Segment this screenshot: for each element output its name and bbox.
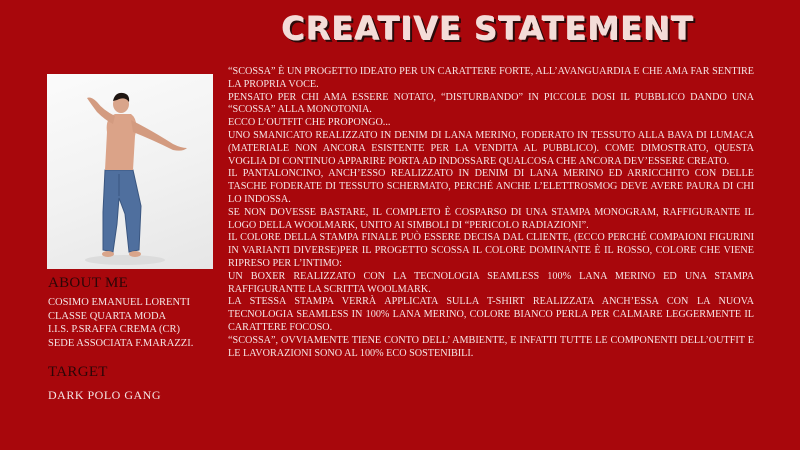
target-heading: TARGET xyxy=(48,364,108,380)
statement-body xyxy=(228,66,754,360)
about-school: I.I.S. P.SRAFFA CREMA (CR) xyxy=(48,324,180,335)
statement-paragraph: UN BOXER REALIZZATO CON LA TECNOLOGIA SEAMLESS 100% LANA MERINO ED UNA STAMPA RAFFIGURANTE LA SCRITTA WOOLMARK. xyxy=(228,270,754,295)
about-class: CLASSE QUARTA MODA xyxy=(48,310,167,322)
foot-left xyxy=(102,251,114,257)
target-value: DARK POLO GANG xyxy=(48,388,162,402)
statement-paragraph: LA STESSA STAMPA VERRÀ APPLICATA SULLA T-SHIRT REALIZZATA ANCH’ESSA CON LA NUOVA TECNOLOGIA SEAMLESS IN 100% LANA MERINO, COLORE BIANCO PERLA PER CALMARE LEGGERMENTE IL CARATTERE FOCOSO. xyxy=(228,296,754,333)
statement-paragraph: UNO SMANICATO REALIZZATO IN DENIM DI LANA MERINO, FODERATO IN TESSUTO ALLA BAVA DI LUMACA (MATERIALE NON ANCORA ESISTENTE PER LA VENDITA AL PUBBLICO). COME DIMOSTRATO, QUESTA VOGLIA DI CONTINUO APPARIRE PORTA AD INDOSSARE QUALCOSA CHE ANCORA DEV’ESSERE CREATO. xyxy=(228,129,754,167)
statement-paragraph: IL PANTALONCINO, ANCH’ESSO REALIZZATO IN DENIM DI LANA MERINO ED ARRICCHITO CON DELLE TASCHE FODERATE DI TESSUTO SCHERMATO, PERCHÉ ANCHE L’ELETTROSMOG DEVE AVERE PAURA DI CHI LO INDOSSA. xyxy=(228,168,754,205)
page-title: CREATIVE STATEMENT xyxy=(282,10,695,48)
about-heading: ABOUT ME xyxy=(48,275,129,291)
statement-paragraph: PENSATO PER CHI AMA ESSERE NOTATO, “DISTURBANDO” IN PICCOLE DOSI IL PUBBLICO DANDO UNA “SCOSSA” ALLA MONOTONIA. xyxy=(228,91,754,116)
left-arm xyxy=(87,98,115,125)
model-photo xyxy=(47,74,213,269)
about-name: COSIMO EMANUEL LORENTI xyxy=(48,297,190,308)
statement-paragraph: SE NON DOVESSE BASTARE, IL COMPLETO È COSPARSO DI UNA STAMPA MONOGRAM, RAFFIGURANTE IL LOGO DELLA WOOLMARK, UNITO AI SIMBOLI DI “PERICOLO RADIAZIONI”. xyxy=(228,206,754,231)
right-arm xyxy=(131,120,187,151)
statement-paragraph: IL COLORE DELLA STAMPA FINALE PUÒ ESSERE DECISA DAL CLIENTE, (ECCO PERCHÉ COMPAIONI FIGURINI IN VARIANTI DIVERSE)PER IL PROGETTO SCOSSA IL COLORE DOMINANTE È IL ROSSO, COLORE CHE VIENE RIPRESO PER L’INTIMO: xyxy=(228,232,754,269)
statement-paragraph: ECCO L’OUTFIT CHE PROPONGO... xyxy=(228,117,391,129)
about-branch: SEDE ASSOCIATA F.MARAZZI. xyxy=(48,337,194,349)
dancing-model-illustration xyxy=(47,74,213,269)
statement-paragraph: “SCOSSA” È UN PROGETTO IDEATO PER UN CARATTERE FORTE, ALL’AVANGUARDIA E CHE AMA FAR SENTIRE LA PROPRIA VOCE. xyxy=(228,66,754,90)
about-details xyxy=(48,296,223,350)
floor-shadow xyxy=(85,255,165,265)
jeans xyxy=(103,170,141,252)
foot-right xyxy=(129,251,141,257)
statement-paragraph: “SCOSSA”, OVVIAMENTE TIENE CONTO DELL’ AMBIENTE, E INFATTI TUTTE LE COMPONENTI DELL’OUTFIT E LE LAVORAZIONI SONO AL 100% ECO SOSTENIBILI. xyxy=(228,334,754,359)
